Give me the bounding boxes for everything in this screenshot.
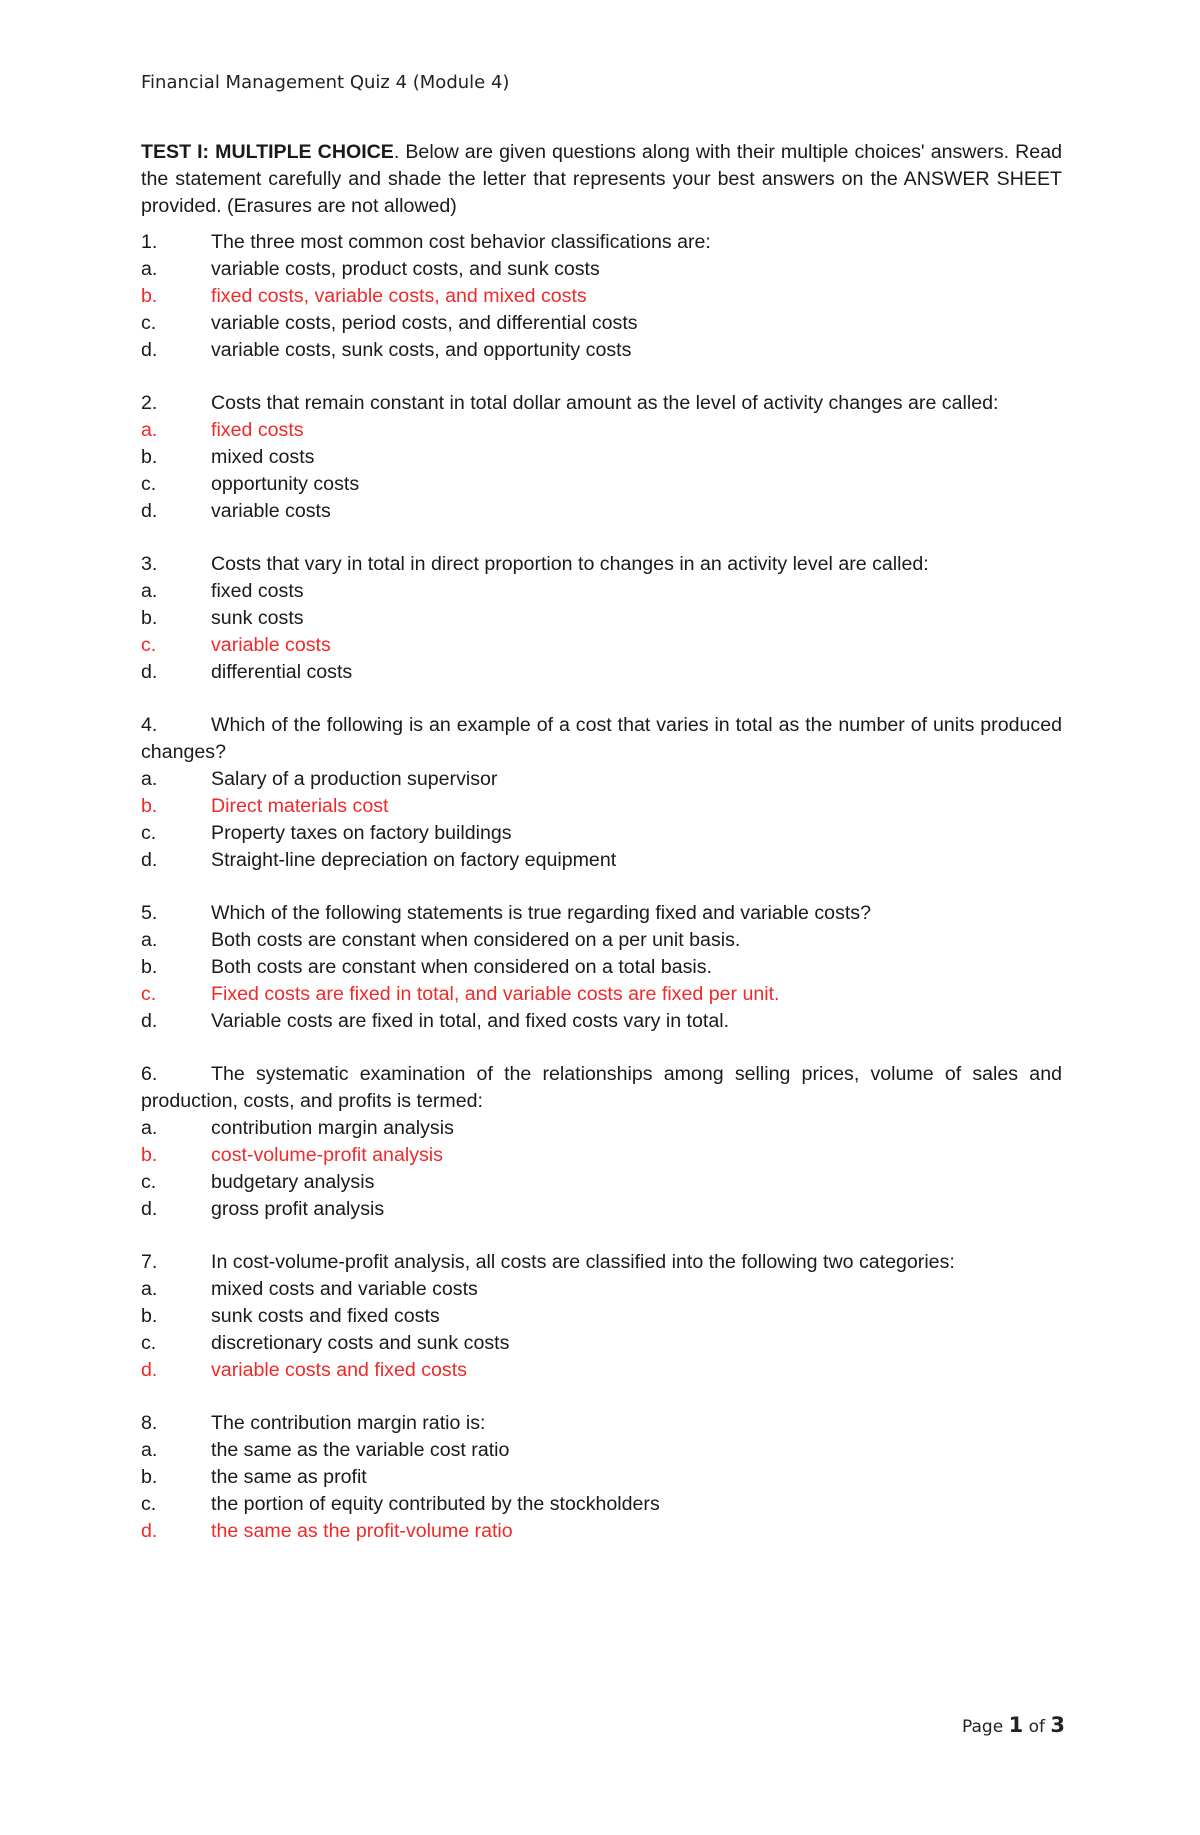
option-text: Fixed costs are fixed in total, and variable costs are fixed per unit.	[211, 983, 780, 1005]
option-letter: a.	[141, 258, 158, 280]
option-b	[141, 605, 1062, 632]
option-text: mixed costs and variable costs	[211, 1278, 478, 1300]
option-letter: c.	[141, 1171, 157, 1193]
option-text: the same as the profit-volume ratio	[211, 1520, 513, 1542]
option-letter: c.	[141, 473, 157, 495]
option-text: variable costs, sunk costs, and opportunity costs	[211, 339, 632, 361]
option-text: variable costs	[211, 500, 331, 522]
question-text	[141, 1249, 1062, 1276]
option-a	[141, 1115, 1062, 1142]
option-a	[141, 1276, 1062, 1303]
option-text: fixed costs	[211, 419, 304, 441]
question-prompt: The three most common cost behavior classifications are:	[211, 231, 711, 253]
option-letter: d.	[141, 339, 158, 361]
test-instructions	[141, 139, 1062, 220]
question-4	[141, 712, 1062, 874]
question-number: 2.	[141, 392, 158, 414]
option-text: contribution margin analysis	[211, 1117, 454, 1139]
option-text: Direct materials cost	[211, 795, 389, 817]
question-text	[141, 1410, 1062, 1437]
option-letter: b.	[141, 285, 158, 307]
option-c-correct-answer	[141, 981, 1062, 1008]
question-1	[141, 229, 1062, 364]
option-a	[141, 1437, 1062, 1464]
option-letter: a.	[141, 768, 158, 790]
option-d	[141, 847, 1062, 874]
page-footer	[962, 1713, 1065, 1737]
option-text: discretionary costs and sunk costs	[211, 1332, 510, 1354]
question-5	[141, 900, 1062, 1035]
option-letter: d.	[141, 500, 158, 522]
option-letter: a.	[141, 1278, 158, 1300]
question-prompt: Costs that remain constant in total dollar amount as the level of activity changes are called:	[211, 392, 999, 414]
option-text: variable costs and fixed costs	[211, 1359, 467, 1381]
option-c-correct-answer	[141, 632, 1062, 659]
option-a-correct-answer	[141, 417, 1062, 444]
option-b	[141, 1464, 1062, 1491]
option-text: fixed costs	[211, 580, 304, 602]
option-letter: b.	[141, 607, 158, 629]
option-text: differential costs	[211, 661, 353, 683]
question-number: 3.	[141, 553, 158, 575]
option-text: sunk costs	[211, 607, 304, 629]
option-letter: c.	[141, 1493, 157, 1515]
option-text: variable costs	[211, 634, 331, 656]
option-b	[141, 1303, 1062, 1330]
option-letter: b.	[141, 1466, 158, 1488]
option-a	[141, 766, 1062, 793]
option-text: sunk costs and fixed costs	[211, 1305, 440, 1327]
option-c	[141, 1491, 1062, 1518]
option-text: fixed costs, variable costs, and mixed costs	[211, 285, 587, 307]
question-number: 7.	[141, 1251, 158, 1273]
question-number: 6.	[141, 1063, 158, 1085]
option-letter: b.	[141, 1144, 158, 1166]
question-number: 8.	[141, 1412, 158, 1434]
question-number: 4.	[141, 714, 158, 736]
question-prompt: Which of the following is an example of a cost that varies in total as the number of units produced changes?	[141, 714, 1062, 763]
question-number: 1.	[141, 231, 158, 253]
option-text: the same as profit	[211, 1466, 367, 1488]
page-of-label: of	[1028, 1717, 1045, 1737]
option-a	[141, 256, 1062, 283]
question-prompt: In cost-volume-profit analysis, all costs are classified into the following two categories:	[211, 1251, 955, 1273]
option-letter: d.	[141, 1520, 158, 1542]
option-b-correct-answer	[141, 793, 1062, 820]
question-2	[141, 390, 1062, 525]
option-letter: a.	[141, 929, 158, 951]
page-total: 3	[1050, 1713, 1066, 1737]
question-text	[141, 1061, 1062, 1115]
option-d-correct-answer	[141, 1518, 1062, 1545]
option-c	[141, 820, 1062, 847]
question-text	[141, 712, 1062, 766]
option-letter: a.	[141, 1439, 158, 1461]
question-prompt: Costs that vary in total in direct proportion to changes in an activity level are called:	[211, 553, 929, 575]
option-text: Property taxes on factory buildings	[211, 822, 512, 844]
question-3	[141, 551, 1062, 686]
instructions-text: . Below are given questions along with their multiple choices' answers. Read the statement carefully and shade the letter that represents your best answers on the ANSWER SHEET provided. (Erasures are not allowed)	[141, 141, 1062, 217]
option-text: variable costs, product costs, and sunk costs	[211, 258, 600, 280]
option-letter: b.	[141, 795, 158, 817]
option-text: budgetary analysis	[211, 1171, 375, 1193]
option-letter: a.	[141, 419, 158, 441]
option-letter: c.	[141, 822, 157, 844]
option-d	[141, 337, 1062, 364]
option-c	[141, 471, 1062, 498]
option-text: opportunity costs	[211, 473, 360, 495]
option-text: gross profit analysis	[211, 1198, 385, 1220]
question-6	[141, 1061, 1062, 1223]
option-text: mixed costs	[211, 446, 315, 468]
option-c	[141, 310, 1062, 337]
question-text	[141, 229, 1062, 256]
option-d-correct-answer	[141, 1357, 1062, 1384]
option-text: variable costs, period costs, and differential costs	[211, 312, 638, 334]
option-text: Salary of a production supervisor	[211, 768, 498, 790]
option-letter: a.	[141, 1117, 158, 1139]
question-prompt: The systematic examination of the relationships among selling prices, volume of sales and production, costs, and profits is termed:	[141, 1063, 1062, 1112]
question-text	[141, 900, 1062, 927]
option-letter: b.	[141, 446, 158, 468]
option-letter: a.	[141, 580, 158, 602]
option-b-correct-answer	[141, 1142, 1062, 1169]
question-number: 5.	[141, 902, 158, 924]
option-letter: d.	[141, 1198, 158, 1220]
option-letter: d.	[141, 1010, 158, 1032]
option-text: Both costs are constant when considered on a total basis.	[211, 956, 713, 978]
option-c	[141, 1169, 1062, 1196]
option-letter: c.	[141, 1332, 157, 1354]
option-text: Variable costs are fixed in total, and fixed costs vary in total.	[211, 1010, 730, 1032]
option-b	[141, 444, 1062, 471]
option-letter: d.	[141, 1359, 158, 1381]
document-header: Financial Management Quiz 4 (Module 4)	[141, 72, 510, 93]
question-prompt: Which of the following statements is true regarding fixed and variable costs?	[211, 902, 871, 924]
option-b	[141, 954, 1062, 981]
question-text	[141, 390, 1062, 417]
quiz-content	[141, 139, 1062, 1571]
page-number: 1	[1008, 1713, 1024, 1737]
option-c	[141, 1330, 1062, 1357]
option-letter: d.	[141, 849, 158, 871]
question-8	[141, 1410, 1062, 1545]
option-a	[141, 578, 1062, 605]
option-letter: c.	[141, 983, 157, 1005]
option-d	[141, 498, 1062, 525]
option-letter: d.	[141, 661, 158, 683]
option-d	[141, 659, 1062, 686]
option-letter: b.	[141, 956, 158, 978]
option-d	[141, 1196, 1062, 1223]
question-prompt: The contribution margin ratio is:	[211, 1412, 486, 1434]
option-text: the portion of equity contributed by the stockholders	[211, 1493, 660, 1515]
option-b-correct-answer	[141, 283, 1062, 310]
option-text: the same as the variable cost ratio	[211, 1439, 510, 1461]
question-7	[141, 1249, 1062, 1384]
test-heading: TEST I: MULTIPLE CHOICE	[141, 141, 394, 163]
option-d	[141, 1008, 1062, 1035]
option-a	[141, 927, 1062, 954]
option-letter: c.	[141, 634, 157, 656]
option-text: cost-volume-profit analysis	[211, 1144, 443, 1166]
page-label: Page	[962, 1717, 1004, 1737]
option-letter: b.	[141, 1305, 158, 1327]
option-text: Straight-line depreciation on factory equipment	[211, 849, 617, 871]
option-letter: c.	[141, 312, 157, 334]
question-text	[141, 551, 1062, 578]
option-text: Both costs are constant when considered on a per unit basis.	[211, 929, 741, 951]
